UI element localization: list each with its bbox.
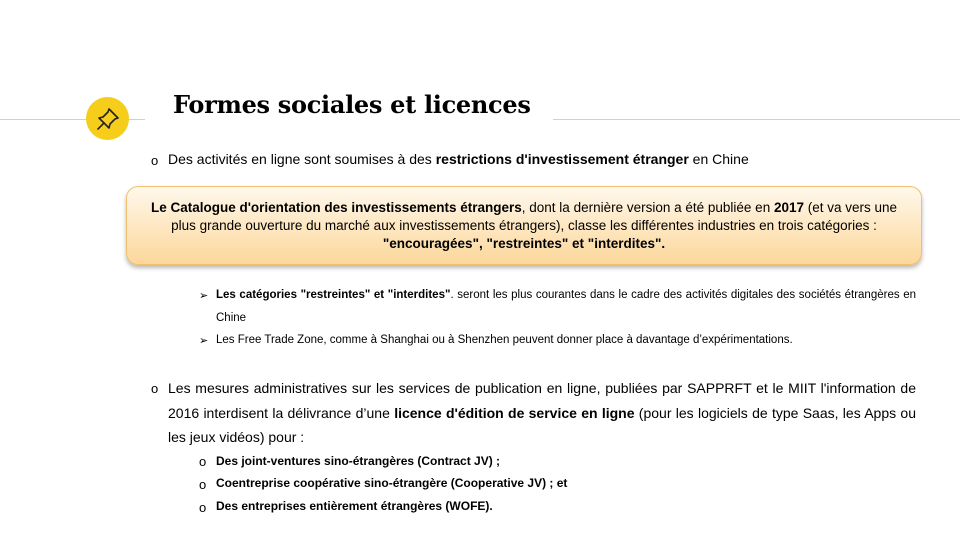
bullet-marker: o	[151, 381, 159, 396]
title-rule-right	[553, 119, 960, 120]
bullet-marker: o	[199, 500, 207, 515]
sub-bullet-categories: Les catégories "restreintes" et "interdites". seront les plus courantes dans le cadre des activités digitales des sociétés étrangères en Chine	[216, 289, 916, 324]
bullet-marker: o	[151, 153, 159, 168]
entity-item-cooperative-jv: Coentreprise coopérative sino-étrangère (Cooperative JV) ; et	[216, 476, 568, 490]
bullet-item-online-activities: Des activités en ligne sont soumises à des restrictions d'investissement étranger en Chine	[168, 151, 749, 167]
slide-title: Formes sociales et licences	[173, 90, 531, 119]
arrow-bullet-icon: ➢	[199, 290, 209, 302]
sub-bullet-free-trade-zone: Les Free Trade Zone, comme à Shanghai ou à Shenzhen peuvent donner place à davantage d’expérimentations.	[216, 334, 793, 346]
entity-item-wofe: Des entreprises entièrement étrangères (WOFE).	[216, 499, 493, 513]
bullet-marker: o	[199, 477, 207, 492]
bullet-item-administrative-measures: Les mesures administratives sur les services de publication en ligne, publiées par SAPPRFT et le MIIT l'information de 2016 interdisent la délivrance d’une licence d'édition de service en ligne (pour les logiciels de type Saas, les Apps ou les jeux vidéos) pour :	[168, 380, 916, 445]
entity-item-joint-ventures: Des joint-ventures sino-étrangères (Contract JV) ;	[216, 454, 501, 468]
pushpin-icon	[86, 97, 129, 140]
bullet-marker: o	[199, 454, 207, 469]
arrow-bullet-icon: ➢	[199, 335, 209, 347]
catalogue-callout-box: Le Catalogue d'orientation des investissements étrangers, dont la dernière version a été publiée en 2017 (et va vers une plus grande ouverture du marché aux investissements étrangers), classe les différentes industries en trois catégories : "encouragées", "restreintes" et "interdites".	[126, 186, 922, 265]
